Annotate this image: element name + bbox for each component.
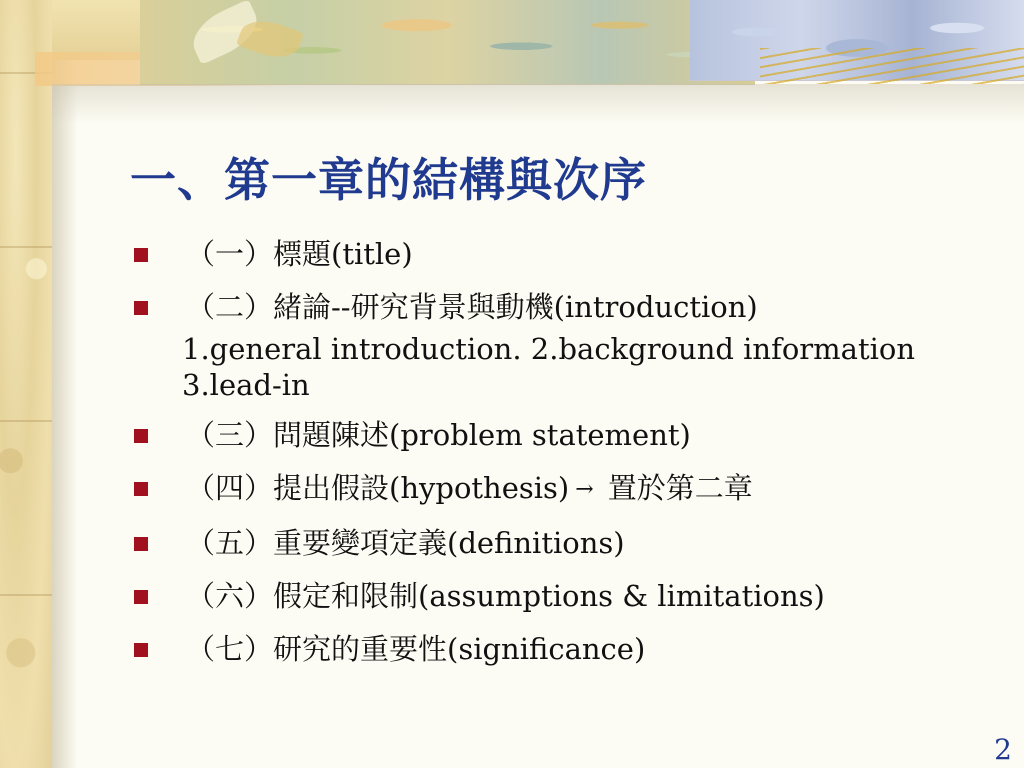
subtext-line: 1.general introduction. 2.background information	[182, 332, 916, 366]
list-item	[130, 578, 1010, 614]
square-bullet-icon	[134, 537, 148, 551]
list-item	[130, 417, 1010, 453]
banner-shadow	[52, 84, 1024, 124]
list-item	[130, 631, 1010, 667]
slide-title: 一、第一章的結構與次序	[130, 153, 647, 207]
right-arrow-icon: →	[575, 477, 594, 502]
list-item-subtext	[182, 331, 1010, 403]
hypothesis-text: （四）提出假設(hypothesis)	[186, 471, 570, 505]
list-item	[130, 289, 1010, 325]
list-item-text: （二）緒論--研究背景與動機(introduction)	[186, 290, 758, 324]
bullet-list	[130, 236, 1010, 684]
list-item-text: （三）問題陳述(problem statement)	[186, 418, 691, 452]
list-item	[130, 236, 1010, 272]
square-bullet-icon	[134, 590, 148, 604]
square-bullet-icon	[134, 301, 148, 315]
square-bullet-icon	[134, 643, 148, 657]
parchment-left-strip	[0, 0, 52, 768]
page-number: 2	[994, 733, 1012, 766]
list-item	[130, 470, 1010, 508]
hypothesis-note: 置於第二章	[607, 471, 753, 505]
list-item	[130, 525, 1010, 561]
list-item-text	[186, 470, 753, 508]
list-item-text: （五）重要變項定義(definitions)	[186, 526, 625, 560]
list-item-text: （七）研究的重要性(significance)	[186, 632, 646, 666]
square-bullet-icon	[134, 248, 148, 262]
list-item-text: （一）標題(title)	[186, 237, 413, 271]
list-item-text: （六）假定和限制(assumptions & limitations)	[186, 579, 825, 613]
banner-grass-decoration	[760, 48, 1024, 84]
square-bullet-icon	[134, 429, 148, 443]
square-bullet-icon	[134, 482, 148, 496]
subtext-line: 3.lead-in	[182, 368, 310, 402]
